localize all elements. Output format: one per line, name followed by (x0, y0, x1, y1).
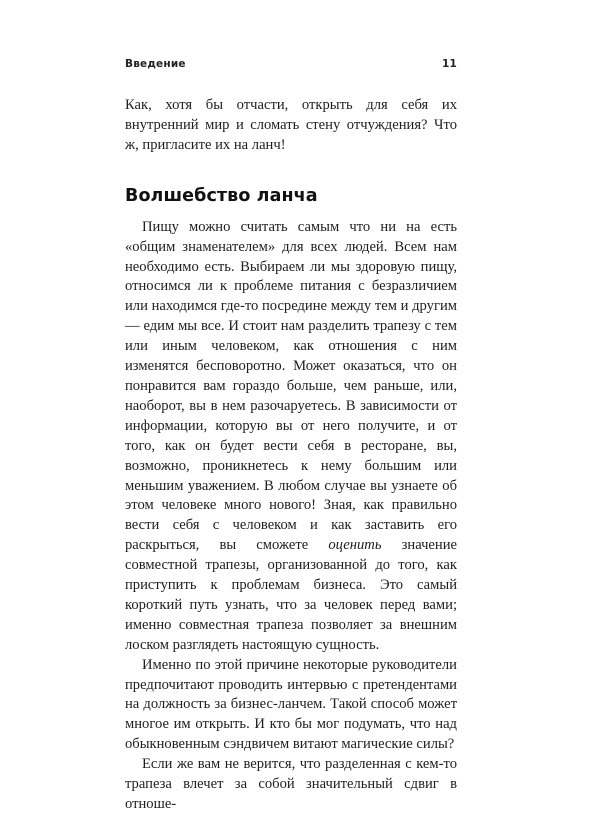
paragraph: Именно по этой причине некоторые руководители предпочитают проводить интервью с претендентами на должность за бизнес-ланчем. Такой способ может многое им открыть. И кто бы мог подумать, что над обыкновенным сэндвичем витают магические силы? (125, 656, 457, 753)
book-page (125, 58, 457, 815)
intro-paragraph: Как, хотя бы отчасти, открыть для себя их внутренний мир и сломать стену отчуждения? Что ж, пригласите их на ланч! (125, 97, 457, 153)
section-heading: Волшебство ланча (125, 185, 318, 206)
running-head-section: Введение (125, 58, 186, 70)
body-text (125, 96, 457, 815)
paragraph-text: Пищу можно считать самым что ни на есть «общим знаменателем» для всех людей. Всем нам необходимо есть. Выбираем ли мы здоровую пищу, относимся ли к проблеме питания с безразличием или находимся где-то посредине между тем и другим — едим мы все. И стоит нам разделить трапезу с тем или иным человеком, как отношения с ним изменятся бесповоротно. Может оказаться, что он понравится вам гораздо больше, чем раньше, или, наоборот, вы в нем разочаруетесь. В зависимости от информации, которую вы от него получите, и от того, как он будет вести себя в ресторане, вы, возможно, проникнетесь к нему большим или меньшим уважением. В любом случае вы узнаете об этом человеке много нового! Зная, как правильно вести себя с человеком и как заставить его раскрыться, вы сможете (125, 218, 457, 554)
running-head (125, 58, 457, 78)
paragraph-text: значение совместной трапезы, организованной до того, как приступить к проблемам бизнеса. Это самый короткий путь узнать, что за человек перед вами; именно совместная трапеза позволяет за внешним лоском разглядеть настоящую сущность. (125, 537, 458, 653)
emphasized-word: оценить (328, 537, 382, 554)
paragraph: Если же вам не верится, что разделенная с кем-то трапеза влечет за собой значительный сдвиг в отноше- (125, 756, 457, 812)
page-number: 11 (441, 58, 457, 70)
paragraph (125, 218, 457, 656)
